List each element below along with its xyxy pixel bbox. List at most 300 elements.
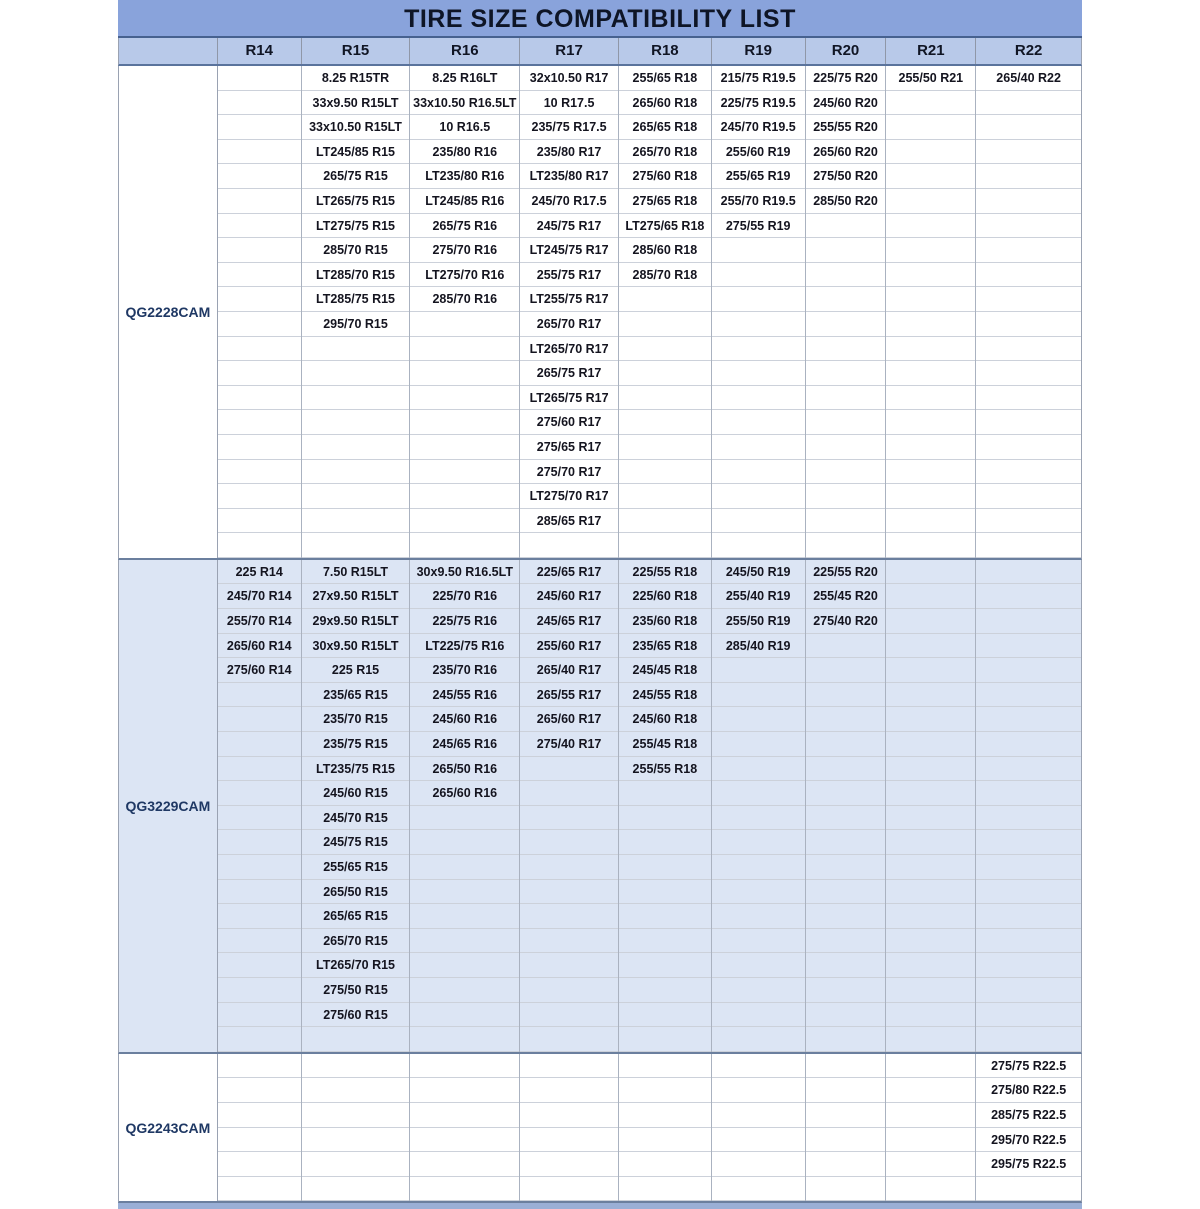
- empty-cell: [886, 238, 975, 263]
- empty-cell: [712, 460, 805, 485]
- empty-cell: [976, 683, 1081, 708]
- empty-cell: [806, 1078, 886, 1103]
- empty-cell: [976, 410, 1081, 435]
- empty-cell: [886, 732, 975, 757]
- tire-column-r20: [806, 66, 887, 558]
- tire-size-cell: LT285/70 R15: [302, 263, 410, 288]
- empty-cell: [976, 658, 1081, 683]
- empty-cell: [218, 287, 301, 312]
- empty-cell: [806, 781, 886, 806]
- empty-cell: [976, 1027, 1081, 1052]
- empty-cell: [886, 263, 975, 288]
- empty-cell: [218, 238, 301, 263]
- tire-column-r22: [976, 1054, 1081, 1202]
- tire-size-cell: 235/80 R17: [520, 140, 618, 165]
- tire-size-cell: 215/75 R19.5: [712, 66, 805, 91]
- empty-cell: [218, 312, 301, 337]
- empty-cell: [302, 1078, 410, 1103]
- empty-cell: [712, 386, 805, 411]
- empty-cell: [302, 533, 410, 558]
- tire-size-cell: 32x10.50 R17: [520, 66, 618, 91]
- empty-cell: [806, 386, 886, 411]
- tire-size-cell: 265/55 R17: [520, 683, 618, 708]
- empty-cell: [976, 953, 1081, 978]
- tire-size-cell: 265/75 R16: [410, 214, 519, 239]
- empty-cell: [976, 560, 1081, 585]
- empty-cell: [218, 1054, 301, 1079]
- header-cell-r20: R20: [806, 38, 887, 64]
- empty-cell: [886, 830, 975, 855]
- tire-size-cell: 245/65 R17: [520, 609, 618, 634]
- empty-cell: [712, 683, 805, 708]
- tire-column-r19: [712, 560, 806, 1052]
- empty-cell: [218, 66, 301, 91]
- empty-cell: [218, 953, 301, 978]
- empty-cell: [886, 140, 975, 165]
- column-header-row: [118, 38, 1082, 66]
- tire-column-r16: [410, 1054, 520, 1202]
- empty-cell: [886, 929, 975, 954]
- empty-cell: [520, 757, 618, 782]
- tire-column-r20: [806, 560, 887, 1052]
- empty-cell: [410, 1128, 519, 1153]
- empty-cell: [302, 1177, 410, 1202]
- empty-cell: [619, 806, 711, 831]
- empty-cell: [806, 830, 886, 855]
- empty-cell: [520, 1078, 618, 1103]
- header-cell-r18: R18: [619, 38, 712, 64]
- tire-size-cell: 10 R17.5: [520, 91, 618, 116]
- tire-size-cell: LT275/70 R17: [520, 484, 618, 509]
- tire-size-cell: 275/55 R19: [712, 214, 805, 239]
- tire-column-r19: [712, 66, 806, 558]
- empty-cell: [218, 1027, 301, 1052]
- empty-cell: [976, 855, 1081, 880]
- tire-size-cell: LT245/75 R17: [520, 238, 618, 263]
- empty-cell: [886, 855, 975, 880]
- empty-cell: [619, 509, 711, 534]
- empty-cell: [712, 1027, 805, 1052]
- empty-cell: [886, 91, 975, 116]
- empty-cell: [886, 115, 975, 140]
- empty-cell: [712, 1003, 805, 1028]
- empty-cell: [302, 1103, 410, 1128]
- tire-size-cell: 33x9.50 R15LT: [302, 91, 410, 116]
- tire-size-cell: 255/45 R20: [806, 584, 886, 609]
- empty-cell: [806, 658, 886, 683]
- empty-cell: [886, 1177, 975, 1202]
- empty-cell: [886, 757, 975, 782]
- empty-cell: [806, 683, 886, 708]
- empty-cell: [976, 361, 1081, 386]
- tire-size-cell: LT265/70 R15: [302, 953, 410, 978]
- empty-cell: [619, 410, 711, 435]
- empty-cell: [886, 634, 975, 659]
- tire-size-cell: 255/70 R19.5: [712, 189, 805, 214]
- empty-cell: [806, 806, 886, 831]
- tire-size-cell: 245/65 R16: [410, 732, 519, 757]
- empty-cell: [976, 337, 1081, 362]
- tire-column-r21: [886, 560, 976, 1052]
- empty-cell: [806, 1152, 886, 1177]
- empty-cell: [886, 904, 975, 929]
- empty-cell: [218, 189, 301, 214]
- empty-cell: [886, 1003, 975, 1028]
- tire-size-cell: 265/60 R18: [619, 91, 711, 116]
- empty-cell: [806, 214, 886, 239]
- empty-cell: [976, 509, 1081, 534]
- empty-cell: [712, 953, 805, 978]
- tire-column-r15: [302, 66, 411, 558]
- empty-cell: [619, 1128, 711, 1153]
- tire-size-cell: 265/40 R17: [520, 658, 618, 683]
- empty-cell: [712, 312, 805, 337]
- empty-cell: [976, 460, 1081, 485]
- empty-cell: [619, 1177, 711, 1202]
- tire-size-cell: 235/75 R15: [302, 732, 410, 757]
- empty-cell: [806, 435, 886, 460]
- empty-cell: [218, 410, 301, 435]
- empty-cell: [520, 781, 618, 806]
- tire-column-r18: [619, 1054, 712, 1202]
- tire-size-cell: 255/45 R18: [619, 732, 711, 757]
- empty-cell: [886, 337, 975, 362]
- tire-compatibility-table: [118, 0, 1082, 1209]
- tire-size-cell: 295/75 R22.5: [976, 1152, 1081, 1177]
- empty-cell: [619, 1027, 711, 1052]
- empty-cell: [712, 781, 805, 806]
- tire-column-r22: [976, 560, 1081, 1052]
- empty-cell: [712, 707, 805, 732]
- empty-cell: [886, 806, 975, 831]
- tire-size-cell: 275/70 R17: [520, 460, 618, 485]
- empty-cell: [712, 533, 805, 558]
- empty-cell: [520, 830, 618, 855]
- tire-size-cell: LT265/70 R17: [520, 337, 618, 362]
- empty-cell: [886, 287, 975, 312]
- tire-size-cell: LT245/85 R15: [302, 140, 410, 165]
- tire-size-cell: 255/65 R15: [302, 855, 410, 880]
- empty-cell: [520, 855, 618, 880]
- empty-cell: [302, 386, 410, 411]
- empty-cell: [976, 1003, 1081, 1028]
- empty-cell: [712, 978, 805, 1003]
- empty-cell: [520, 880, 618, 905]
- tire-size-cell: 225/55 R20: [806, 560, 886, 585]
- tire-size-cell: 8.25 R16LT: [410, 66, 519, 91]
- tire-size-cell: 275/65 R18: [619, 189, 711, 214]
- tire-size-cell: 285/75 R22.5: [976, 1103, 1081, 1128]
- empty-cell: [619, 880, 711, 905]
- tire-size-cell: 255/50 R21: [886, 66, 975, 91]
- empty-cell: [886, 978, 975, 1003]
- empty-cell: [218, 91, 301, 116]
- tire-size-cell: LT235/80 R17: [520, 164, 618, 189]
- empty-cell: [218, 361, 301, 386]
- empty-cell: [712, 410, 805, 435]
- tire-column-r16: [410, 66, 520, 558]
- empty-cell: [302, 1128, 410, 1153]
- empty-cell: [218, 1152, 301, 1177]
- empty-cell: [218, 140, 301, 165]
- empty-cell: [410, 880, 519, 905]
- empty-cell: [712, 1177, 805, 1202]
- empty-cell: [218, 214, 301, 239]
- tire-size-cell: 265/60 R20: [806, 140, 886, 165]
- tire-size-cell: 225/55 R18: [619, 560, 711, 585]
- tire-size-cell: 225/60 R18: [619, 584, 711, 609]
- empty-cell: [886, 312, 975, 337]
- empty-cell: [218, 1103, 301, 1128]
- tire-size-cell: 225/75 R20: [806, 66, 886, 91]
- empty-cell: [410, 1103, 519, 1128]
- tire-column-r17: [520, 1054, 619, 1202]
- empty-cell: [410, 1054, 519, 1079]
- tire-column-r19: [712, 1054, 806, 1202]
- empty-cell: [886, 1054, 975, 1079]
- tire-column-r15: [302, 1054, 411, 1202]
- empty-cell: [218, 337, 301, 362]
- tire-size-cell: 265/50 R15: [302, 880, 410, 905]
- tire-size-cell: 285/40 R19: [712, 634, 805, 659]
- empty-cell: [712, 830, 805, 855]
- empty-cell: [886, 460, 975, 485]
- empty-cell: [712, 509, 805, 534]
- empty-cell: [886, 560, 975, 585]
- empty-cell: [218, 880, 301, 905]
- empty-cell: [619, 337, 711, 362]
- tire-column-r17: [520, 560, 619, 1052]
- empty-cell: [976, 1177, 1081, 1202]
- tire-size-cell: 245/75 R17: [520, 214, 618, 239]
- tire-size-cell: LT265/75 R17: [520, 386, 618, 411]
- empty-cell: [976, 263, 1081, 288]
- empty-cell: [218, 683, 301, 708]
- empty-cell: [712, 287, 805, 312]
- empty-cell: [619, 533, 711, 558]
- empty-cell: [886, 189, 975, 214]
- empty-cell: [619, 435, 711, 460]
- empty-cell: [520, 1003, 618, 1028]
- empty-cell: [806, 484, 886, 509]
- empty-cell: [218, 460, 301, 485]
- tire-size-cell: 285/70 R16: [410, 287, 519, 312]
- empty-cell: [712, 757, 805, 782]
- section-qg2228cam: [118, 66, 1082, 560]
- empty-cell: [218, 509, 301, 534]
- tire-size-cell: 245/60 R20: [806, 91, 886, 116]
- empty-cell: [806, 929, 886, 954]
- tire-size-cell: LT285/75 R15: [302, 287, 410, 312]
- empty-cell: [410, 1152, 519, 1177]
- empty-cell: [712, 484, 805, 509]
- empty-cell: [218, 978, 301, 1003]
- tire-size-cell: 235/75 R17.5: [520, 115, 618, 140]
- empty-cell: [520, 929, 618, 954]
- tire-size-cell: 33x10.50 R16.5LT: [410, 91, 519, 116]
- empty-cell: [886, 707, 975, 732]
- tire-size-cell: 10 R16.5: [410, 115, 519, 140]
- tire-size-cell: 255/65 R18: [619, 66, 711, 91]
- empty-cell: [218, 732, 301, 757]
- tire-size-cell: 275/80 R22.5: [976, 1078, 1081, 1103]
- empty-cell: [520, 806, 618, 831]
- tire-size-cell: 27x9.50 R15LT: [302, 584, 410, 609]
- empty-cell: [302, 509, 410, 534]
- tire-size-cell: 33x10.50 R15LT: [302, 115, 410, 140]
- tire-size-cell: 285/70 R18: [619, 263, 711, 288]
- empty-cell: [619, 287, 711, 312]
- empty-cell: [886, 533, 975, 558]
- tire-size-cell: 275/50 R15: [302, 978, 410, 1003]
- model-label: QG2243CAM: [119, 1054, 218, 1202]
- tire-column-r21: [886, 66, 976, 558]
- empty-cell: [218, 929, 301, 954]
- empty-cell: [886, 214, 975, 239]
- empty-cell: [410, 904, 519, 929]
- tire-size-cell: 265/70 R18: [619, 140, 711, 165]
- tire-size-cell: 255/70 R14: [218, 609, 301, 634]
- empty-cell: [218, 115, 301, 140]
- empty-cell: [302, 1152, 410, 1177]
- empty-cell: [976, 634, 1081, 659]
- empty-cell: [520, 1103, 618, 1128]
- empty-cell: [806, 1054, 886, 1079]
- tire-size-cell: 255/75 R17: [520, 263, 618, 288]
- empty-cell: [806, 509, 886, 534]
- tire-size-cell: 245/75 R15: [302, 830, 410, 855]
- empty-cell: [520, 1027, 618, 1052]
- tire-size-cell: 245/70 R19.5: [712, 115, 805, 140]
- empty-cell: [218, 533, 301, 558]
- empty-cell: [712, 929, 805, 954]
- tire-column-r14: [218, 1054, 302, 1202]
- empty-cell: [410, 435, 519, 460]
- empty-cell: [886, 361, 975, 386]
- tire-size-cell: 225/75 R16: [410, 609, 519, 634]
- empty-cell: [712, 263, 805, 288]
- tire-size-cell: 275/60 R15: [302, 1003, 410, 1028]
- tire-size-cell: 30x9.50 R16.5LT: [410, 560, 519, 585]
- empty-cell: [520, 1054, 618, 1079]
- empty-cell: [619, 904, 711, 929]
- empty-cell: [806, 634, 886, 659]
- tire-column-r21: [886, 1054, 976, 1202]
- tire-size-cell: 275/50 R20: [806, 164, 886, 189]
- tire-size-cell: 255/40 R19: [712, 584, 805, 609]
- empty-cell: [976, 312, 1081, 337]
- section-qg3229cam: [118, 560, 1082, 1054]
- tire-column-r16: [410, 560, 520, 1052]
- tire-size-cell: 275/40 R17: [520, 732, 618, 757]
- empty-cell: [520, 904, 618, 929]
- empty-cell: [410, 484, 519, 509]
- tire-size-cell: 255/65 R19: [712, 164, 805, 189]
- empty-cell: [410, 533, 519, 558]
- empty-cell: [806, 855, 886, 880]
- tire-column-r15: [302, 560, 411, 1052]
- tire-size-cell: 265/60 R16: [410, 781, 519, 806]
- tire-size-cell: 255/55 R18: [619, 757, 711, 782]
- empty-cell: [976, 609, 1081, 634]
- tire-size-cell: 265/75 R17: [520, 361, 618, 386]
- empty-cell: [218, 757, 301, 782]
- empty-cell: [886, 1027, 975, 1052]
- tire-size-cell: 265/70 R17: [520, 312, 618, 337]
- empty-cell: [976, 830, 1081, 855]
- tire-column-r14: [218, 66, 302, 558]
- empty-cell: [218, 435, 301, 460]
- tire-size-cell: 225/65 R17: [520, 560, 618, 585]
- tire-size-cell: 225 R14: [218, 560, 301, 585]
- empty-cell: [806, 263, 886, 288]
- tire-size-cell: 265/50 R16: [410, 757, 519, 782]
- empty-cell: [410, 855, 519, 880]
- empty-cell: [806, 1103, 886, 1128]
- empty-cell: [886, 953, 975, 978]
- empty-cell: [886, 410, 975, 435]
- empty-cell: [218, 1177, 301, 1202]
- tire-size-cell: 29x9.50 R15LT: [302, 609, 410, 634]
- empty-cell: [302, 460, 410, 485]
- empty-cell: [410, 929, 519, 954]
- empty-cell: [218, 484, 301, 509]
- section-qg2243cam: [118, 1054, 1082, 1204]
- empty-cell: [619, 484, 711, 509]
- empty-cell: [806, 732, 886, 757]
- empty-cell: [976, 238, 1081, 263]
- empty-cell: [806, 361, 886, 386]
- model-label: QG2228CAM: [119, 66, 218, 558]
- tire-column-r18: [619, 560, 712, 1052]
- empty-cell: [218, 1003, 301, 1028]
- tire-size-cell: 275/75 R22.5: [976, 1054, 1081, 1079]
- empty-cell: [218, 164, 301, 189]
- empty-cell: [520, 953, 618, 978]
- empty-cell: [806, 707, 886, 732]
- empty-cell: [712, 732, 805, 757]
- empty-cell: [806, 533, 886, 558]
- tire-size-cell: 255/55 R20: [806, 115, 886, 140]
- empty-cell: [886, 584, 975, 609]
- tire-size-cell: 245/70 R17.5: [520, 189, 618, 214]
- empty-cell: [886, 509, 975, 534]
- empty-cell: [712, 1103, 805, 1128]
- empty-cell: [712, 1054, 805, 1079]
- empty-cell: [806, 312, 886, 337]
- empty-cell: [806, 978, 886, 1003]
- tire-size-cell: LT275/65 R18: [619, 214, 711, 239]
- empty-cell: [976, 978, 1081, 1003]
- header-cell-r19: R19: [712, 38, 806, 64]
- empty-cell: [410, 953, 519, 978]
- empty-cell: [619, 312, 711, 337]
- tire-column-r17: [520, 66, 619, 558]
- empty-cell: [806, 904, 886, 929]
- empty-cell: [976, 435, 1081, 460]
- empty-cell: [976, 287, 1081, 312]
- empty-cell: [218, 806, 301, 831]
- empty-cell: [976, 732, 1081, 757]
- empty-cell: [619, 1152, 711, 1177]
- empty-cell: [410, 830, 519, 855]
- empty-cell: [619, 460, 711, 485]
- empty-cell: [806, 287, 886, 312]
- empty-cell: [976, 757, 1081, 782]
- empty-cell: [806, 880, 886, 905]
- empty-cell: [619, 361, 711, 386]
- tire-size-cell: 275/65 R17: [520, 435, 618, 460]
